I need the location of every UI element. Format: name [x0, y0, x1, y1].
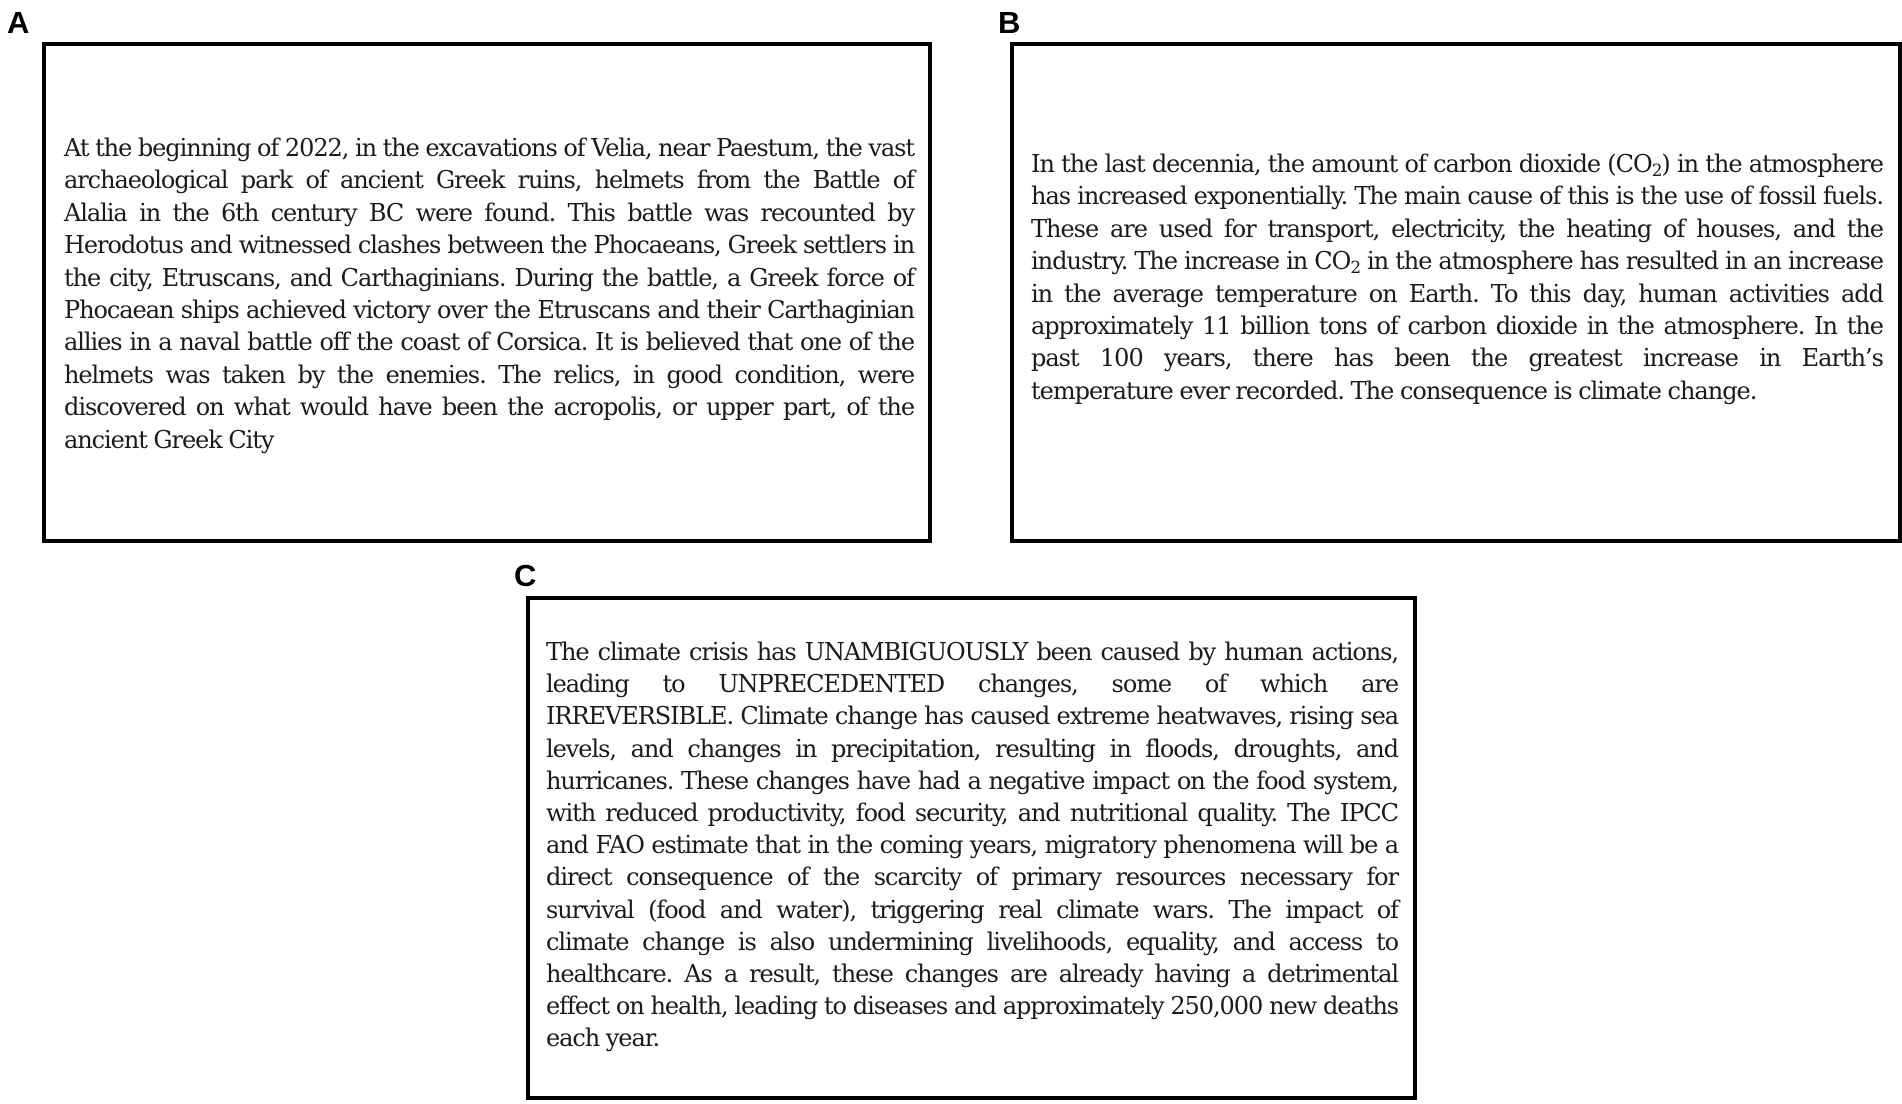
panel-b-text-part-1: In the last decennia, the amount of carbon dioxide (CO — [1031, 150, 1652, 178]
panel-label-b: B — [998, 5, 1021, 40]
text-panel-a — [42, 42, 932, 543]
panel-label-c: C — [514, 558, 537, 593]
panel-c-paragraph: The climate crisis has UNAMBIGUOUSLY been caused by human actions, leading to UNPRECEDENTED changes, some of which are IRREVERSIBLE. Climate change has caused extreme heatwaves, rising sea levels, and changes in precipitation, resulting in floods, droughts, and hurricanes. These changes have had a negative impact on the food system, with reduced productivity, food security, and nutritional quality. The IPCC and FAO estimate that in the coming years, migratory phenomena will be a direct consequence of the scarcity of primary resources necessary for survival (food and water), triggering real climate wars. The impact of climate change is also undermining livelihoods, equality, and access to healthcare. As a result, these changes are already having a detrimental effect on health, leading to diseases and approximately 250,000 new deaths each year. — [546, 638, 1398, 1053]
text-panel-b — [1010, 42, 1902, 543]
co2-subscript: 2 — [1350, 257, 1360, 278]
panel-b-paragraph — [1031, 148, 1883, 407]
panel-b-text-part-2: ) in the atmosphere has increased exponentially. The main cause of this is the use of fossil fuels. These are used for transport, electricity, the heating of houses, and the industry. The increase in CO — [1031, 150, 1883, 276]
panel-a-paragraph: At the beginning of 2022, in the excavations of Velia, near Paestum, the vast archaeological park of ancient Greek ruins, helmets from the Battle of Alalia in the 6th century BC were found. This battle was recounted by Herodotus and witnessed clashes between the Phocaeans, Greek settlers in the city, Etruscans, and Carthaginians. During the battle, a Greek force of Phocaean ships achieved victory over the Etruscans and their Carthaginian allies in a naval battle off the coast of Corsica. It is believed that one of the helmets was taken by the enemies. The relics, in good condition, were discovered on what would have been the acropolis, or upper part, of the ancient Greek City — [64, 134, 914, 454]
panel-label-a: A — [7, 5, 30, 40]
co2-subscript: 2 — [1651, 160, 1662, 181]
panel-b-text-part-3: in the atmosphere has resulted in an increase in the average temperature on Earth. To this day, human activities add approximately 11 billion tons of carbon dioxide in the atmosphere. In the past 100 years, there has been the greatest increase in Earth’s temperature ever recorded. The consequence is climate change. — [1031, 247, 1883, 405]
text-panel-c — [526, 596, 1417, 1100]
